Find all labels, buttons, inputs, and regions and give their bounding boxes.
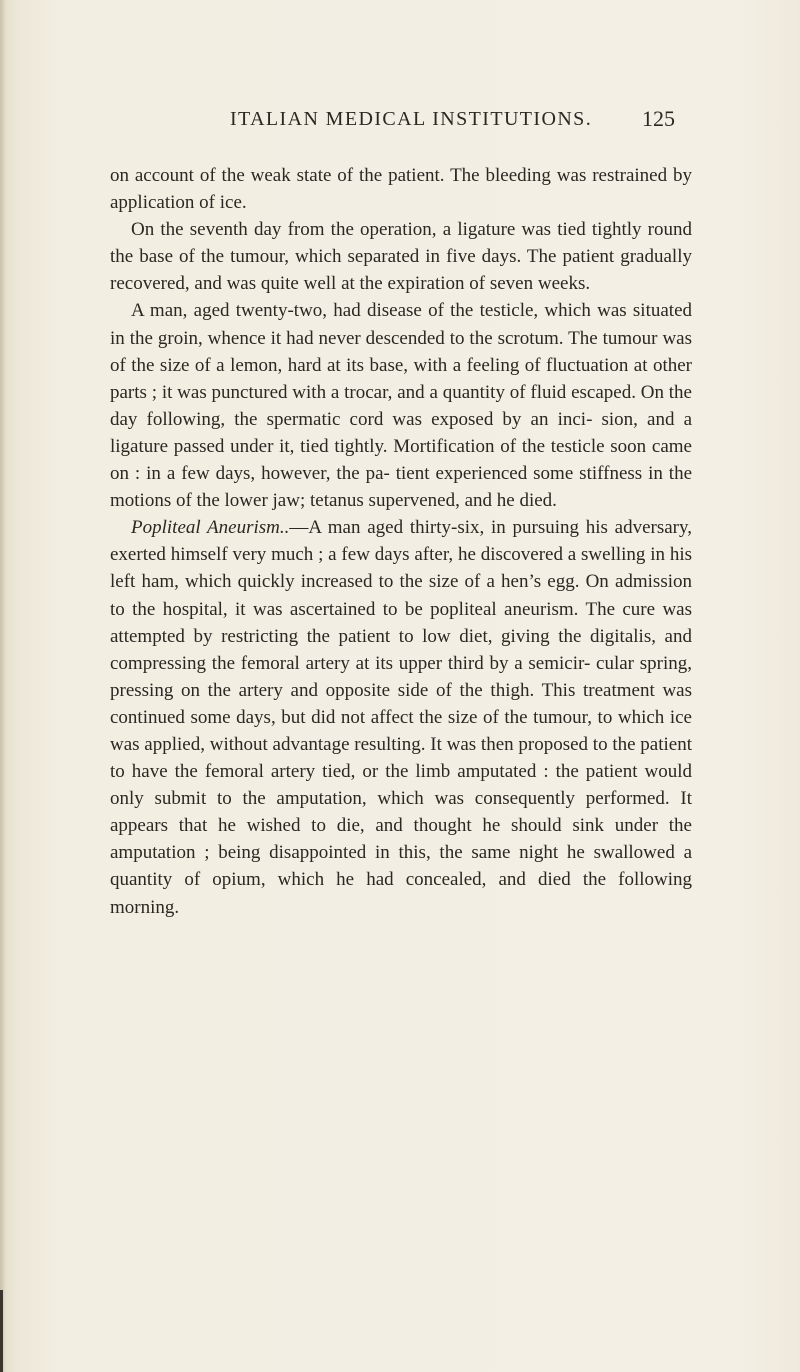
binding-edge-mark: [0, 1290, 3, 1372]
page-gutter-shadow: [0, 0, 6, 1372]
body-text: [110, 162, 692, 921]
section-heading-popliteal-aneurism: Popliteal Aneurism..: [131, 517, 290, 539]
paragraph-1: on account of the weak state of the patient. The bleeding was restrained by application of ice.: [110, 165, 692, 214]
page-number: 125: [642, 106, 675, 131]
page-header: [230, 108, 675, 142]
paragraph-4-text: —A man aged thirty-six, in pursuing his adversary, exerted himself very much ; a few days after, he discovered a swelling in his left ham, which quickly increased to the size of a hen’s egg. On admission to the hospital, it was ascertained to be popliteal aneurism. The cure was attempted by restricting the patient to low diet, giving the digitalis, and compressing the femoral artery at its upper third by a semicir- cular spring, pressing on the artery and opposite side of the thigh. This treatment was continued some days, but did not affect the size of the tumour, to which ice was applied, without advantage resulting. It was then proposed to the patient to have the femoral artery tied, or the limb amputated : the patient would only submit to the amputation, which was consequently performed. It appears that he wished to die, and thought he should sink under the amputation ; being disappointed in this, the same night he swallowed a quantity of opium, which he had concealed, and died the following morning.: [110, 517, 692, 918]
paragraph-4: [110, 514, 692, 920]
paragraph-2: On the seventh day from the operation, a ligature was tied tightly round the base of the tumour, which separated in five days. The patient gradually recovered, and was quite well at the expiration of seven weeks.: [110, 219, 692, 295]
running-head: ITALIAN MEDICAL INSTITUTIONS.: [230, 108, 593, 130]
paragraph-3: A man, aged twenty-two, had disease of the testicle, which was situated in the groin, whence it had never descended to the scrotum. The tumour was of the size of a lemon, hard at its base, with a feeling of fluctuation at other parts ; it was punctured with a trocar, and a quantity of fluid escaped. On the day following, the spermatic cord was exposed by an inci- sion, and a ligature passed under it, tied tightly. Mortification of the testicle soon came on : in a few days, however, the pa- tient experienced some stiffness in the motions of the lower jaw; tetanus supervened, and he died.: [110, 300, 692, 512]
